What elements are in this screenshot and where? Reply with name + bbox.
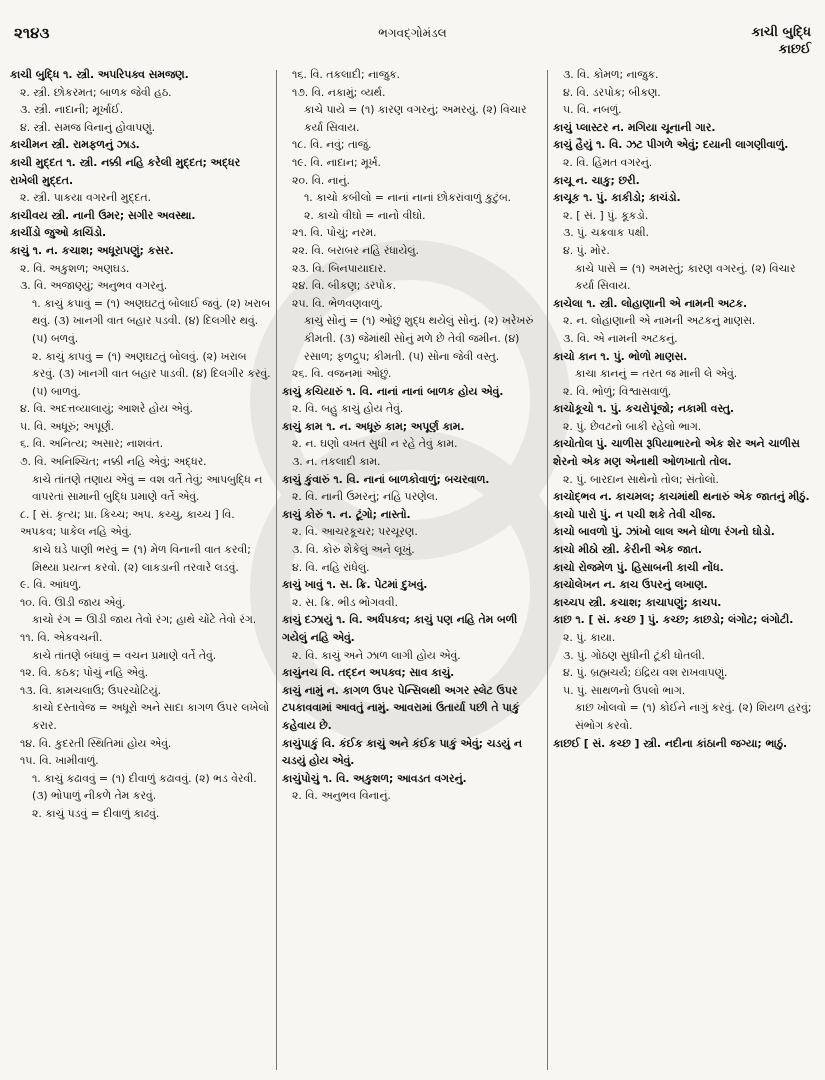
headword-entry: કાચીંડો જુઓ કાચિંડો. bbox=[10, 226, 107, 240]
sense-line: ૪. પું. બ્રહ્મચર્ય; ઇંદ્રિય વશ રાખવાપણું. bbox=[563, 666, 728, 680]
headword-entry: કાચું ૧. ન. કચાશ; અધૂરાપણું; કસર. bbox=[10, 243, 174, 257]
example-line: કાચા કાનનું = તરત જ માની લે એવું. bbox=[575, 367, 738, 381]
sense-line: ૩. પું. ચક્રવાક પક્ષી. bbox=[563, 226, 649, 240]
sense-line: ૧૬. વિ. તકલાદી; નાજુક. bbox=[292, 68, 400, 81]
sense-line: ૨૪. વિ. બીકણ; ડરપોક. bbox=[292, 279, 397, 293]
headword-entry: કાચુંપાકું વિ. કંઈક કાચું અને કંઈક પાકું એવું; ચડયું ન ચડયું હોય એવું. bbox=[282, 736, 522, 768]
headword-entry: કાચું કુંવારું ૧. વિ. નાનાં બાળકોવાળું; બચરવાળ. bbox=[282, 472, 490, 486]
sense-line: ૩. સ્ત્રી. નાદાની; મૂર્ખાઈ. bbox=[20, 103, 124, 117]
guide-words bbox=[752, 24, 811, 58]
example-line: કાચે પાસે = (૧) અમસ્તું; કારણ વગરનું. (૨) વિચાર કર્યા સિવાય. bbox=[575, 261, 796, 293]
sense-line: ૨૩. વિ. બિનપાયાદાર. bbox=[292, 261, 387, 275]
headword-entry: કાચીવય સ્ત્રી. નાની ઉમર; સગીર અવસ્થા. bbox=[10, 208, 196, 222]
example-line: કાચો દસ્તાવેજ = અધૂરો અને સાદા કાગળ ઉપર લખેલો કરાર. bbox=[32, 701, 270, 732]
sense-line: ૨૦. વિ. નાનું. bbox=[292, 173, 350, 187]
sense-line: ૨૧. વિ. પોચું; નરમ. bbox=[292, 226, 377, 240]
headword-entry: કાચું હૈયું ૧. વિ. ઝટ પીગળે એવું; દયાની લાગણીવાળું. bbox=[553, 138, 789, 152]
guide-word-first: કાચી બુદ્ધિ bbox=[751, 25, 811, 40]
entry-columns bbox=[10, 66, 815, 1072]
page-number: ૨૧૪૩ bbox=[14, 24, 50, 42]
sense-line: ૨. સ. ક્રિ. ભીડ ભોગવવી. bbox=[292, 595, 399, 609]
headword-entry: કાછઈ [ સં. કચ્છ ] સ્ત્રી. નદીના કાંઠાની જગ્યા; ભાઠું. bbox=[553, 736, 788, 750]
headword-entry: કાચું કોરું ૧. ન. ટૂંગો; નાસ્તો. bbox=[282, 507, 411, 521]
headword-entry: કાચું ખાવું ૧. સ. ક્રિ. પેટમાં દુખવું. bbox=[282, 578, 428, 592]
sense-line: ૫. પું. સાથળનો ઉપલો ભાગ. bbox=[563, 683, 686, 697]
sense-line: ૨. ન. લોહાણાની એ નામની અટકનું માણસ. bbox=[563, 314, 756, 328]
sense-line: ૩. વિ. કોરું શેકેલું અને લૂખું. bbox=[292, 543, 415, 557]
headword-entry: કાચો પારો પું. ન પચી શકે તેવી ચીજ. bbox=[553, 507, 716, 521]
sense-line: ૨. વિ. નાની ઉમરનું; નહિ પરણેલ. bbox=[292, 490, 439, 504]
headword-entry: કાચુંપોચું ૧. વિ. અકુશળ; આવડત વગરનું. bbox=[282, 771, 467, 785]
sense-line: ૪. વિ. ડરપોક; બીકણ. bbox=[563, 85, 661, 99]
example-line: ૨. કાચો વીઘો = નાનો વીઘો. bbox=[304, 208, 426, 222]
sense-line: ૩. વિ. કોમળ; નાજુક. bbox=[563, 68, 659, 81]
example-line: ૨. કાચું કાપવું = (૧) અણઘટતું બોલવું. (૨) ખરાબ કરવું. (૩) ખાનગી વાત બહાર પાડવી. (૪) દિલગીર કરવું. (૫) બાળવું. bbox=[32, 349, 271, 398]
headword-entry: કાચો બાવળો પું. ઝાંખો લાલ અને ધોળા રંગનો ઘોડો. bbox=[553, 525, 775, 539]
sense-line: ૩. વિ. એ નામની અટકનું. bbox=[563, 331, 678, 345]
sense-line: ૯. વિ. આંધળું. bbox=[20, 578, 82, 592]
sense-line: ૨. સ્ત્રી. છોકરમત; બાળક જેવી હઠ. bbox=[20, 85, 172, 99]
sense-line: ૨. વિ. અકુશળ; અણઘડ. bbox=[20, 261, 130, 275]
headword-entry: કાચુંનચ વિ. તદ્દન અપક્વ; સાવ કાચું. bbox=[282, 666, 455, 680]
sense-line: ૨. સ્ત્રી. પાકયા વગરની મુદ્દત. bbox=[20, 191, 152, 205]
example-line: કાચે પાયે = (૧) કારણ વગરનું; અમરયું. (૨) વિચાર કર્યા સિવાય. bbox=[304, 103, 527, 134]
headword-entry: કાચોદ્ભવ ન. કાચમલ; કાચમાંથી થનારું એક જાતનું મીઠું. bbox=[553, 490, 810, 504]
headword-entry: કાચો મીઠો સ્ત્રી. કેરીની એક જાત. bbox=[553, 543, 702, 557]
sense-line: ૬. વિ. અનિત્ય; અસાર; નાશવંત. bbox=[20, 437, 164, 451]
headword-entry: કાચું દઝાયું ૧. વિ. અર્ધપકવ; કાચું પણ નહિ તેમ બળી ગયેલું નહિ એવું. bbox=[282, 613, 518, 644]
sense-line: ૮. [ સં. કૃત્ય; પ્રા. કિચ્ચ; અપ. કચ્ચુ, કાચ્ચ ] વિ. અપકવ; પાકેલ નહિ એવું. bbox=[20, 507, 235, 539]
sense-line: ૪. સ્ત્રી. સમજ વિનાનું હોવાપણું. bbox=[20, 120, 156, 134]
headword-entry: કાચો કાન ૧. પું. ભોળો માણસ. bbox=[553, 349, 688, 363]
example-line: કાચે તાંતણે બંધાવું = વચન પ્રમાણે વર્તે તેવું. bbox=[32, 648, 217, 662]
guide-word-last: કાછઈ bbox=[778, 42, 811, 57]
sense-line: ૨. વિ. કાચું અને ઝાળ લાગી હોય એવું. bbox=[292, 648, 461, 662]
example-line: ૧. કાચું કઢાવવું = (૧) દીવાળું કઢાવવું. (૨) ભડ વેરવી. (૩) ભોપાળું નીકળે તેમ કરવું. bbox=[32, 771, 257, 803]
sense-line: ૨. વિ. હિંમત વગરનું. bbox=[563, 155, 653, 169]
example-line: ૧. કાચો કબીલો = નાનાં નાનાં છોકરાંવાળું કુટુંબ. bbox=[304, 191, 512, 205]
headword-entry: કાચું કામ ૧. ન. અધૂરું કામ; અપૂર્ણ કામ. bbox=[282, 419, 465, 433]
page-title: ભગવદ્ગોમંડલ bbox=[378, 26, 447, 40]
headword-entry: કાચૂ ન. ચાકુ; છરી. bbox=[553, 173, 640, 187]
headword-entry: કાચું નામું ન. કાગળ ઉપર પેન્સિલથી અગર સ્લેટ ઉપર ટપકાવવામાં આવતું નામું. આવરામાં ઉતાર્યા પછી તે પાકું કહેવાય છે. bbox=[282, 683, 520, 732]
sense-line: ૪. વિ. અદત્તવ્યાલાયું; આશરે હોય એવું. bbox=[20, 402, 193, 416]
sense-line: ૧૪. વિ. કુદરતી સ્થિતિમાં હોય એવું. bbox=[20, 736, 172, 750]
headword-entry: કાચ્ચપ સ્ત્રી. કચાશ; કાચાપણું; કાચપ. bbox=[553, 595, 722, 609]
sense-line: ૩. વિ. અજાણ્યું; અનુભવ વગરનું. bbox=[20, 279, 168, 293]
sense-line: ૨. વિ. અનુભવ વિનાનું. bbox=[292, 789, 391, 803]
sense-line: ૧૧. વિ. એકવચની. bbox=[20, 631, 103, 644]
sense-line: ૪. વિ. નહિ રાંધેલું. bbox=[292, 560, 370, 574]
sense-line: ૧૫. વિ. ખામીવાળું. bbox=[20, 754, 99, 768]
sense-line: ૩. પું. ગોઠણ સુધીની ટૂંકી ધોતલી. bbox=[563, 648, 705, 662]
sense-line: ૧૮. વિ. નવું; તાજું. bbox=[292, 138, 372, 152]
sense-line: ૫. વિ. નબળું. bbox=[563, 103, 622, 117]
sense-line: ૨૫. વિ. ભેળવણવાળું. bbox=[292, 296, 383, 310]
headword-entry: કાચૂક ૧. પું. કાકીડો; કાચંડો. bbox=[553, 191, 681, 205]
sense-line: ૨. ન. ઘણો વખત સુધી ન રહે તેવું કામ. bbox=[292, 437, 458, 451]
example-line: ૧. કાચું કપાવું = (૧) અણઘટતું બોલાઈ જવું. (૨) ખરાબ થવું. (૩) ખાનગી વાત બહાર પડવી. (૪) દિલગીર થવું. (૫) બળવું. bbox=[32, 296, 270, 345]
sense-line: ૪. પું. મોર. bbox=[563, 243, 610, 257]
example-line: ૨. કાચું પડવું = દીવાળું કાઢવું. bbox=[32, 806, 160, 820]
sense-line: ૧૦. વિ. ઊડી જાય એવું. bbox=[20, 595, 126, 609]
headword-entry: કાછ ૧. [ સં. કચ્છ ] પું. કચ્છ; કાછડો; લંગોટ; લંગોટી. bbox=[553, 613, 794, 627]
column-3 bbox=[553, 66, 815, 1072]
headword-entry: કાચી બુદ્ધિ ૧. સ્ત્રી. અપરિપક્વ સમજણ. bbox=[10, 68, 189, 81]
sense-line: ૧૯. વિ. નાદાન; મૂર્ખ. bbox=[292, 155, 381, 169]
headword-entry: કાચી મુદ્દત ૧. સ્ત્રી. નક્કી નહિ કરેલી મુદ્દત; અદ્ધર રાખેલી મુદ્દત. bbox=[10, 155, 241, 187]
example-line: કાચો રંગ = ઊડી જાય તેવો રંગ; હાથે ચોંટે તેવો રંગ. bbox=[32, 613, 257, 627]
example-line: કાછ ખોલવો = (૧) કોઈને નાગું કરવું. (૨) શિયળ હરવું; સંભોગ કરવો. bbox=[575, 701, 812, 732]
sense-line: ૨૨. વિ. બરાબર નહિ રંધાયેલું. bbox=[292, 243, 419, 257]
sense-line: ૨. પું. બારદાન સાથેનો તોલ; સંતોલો. bbox=[563, 472, 719, 486]
example-line: કાચે તાંતણે તણાય એવું = વશ વર્તે તેવું; આપબુદ્ધિ ન વાપરતાં સામાની બુદ્ધિ પ્રમાણે વર્તે એવું. bbox=[32, 472, 263, 504]
sense-line: ૨. વિ. બહુ કાચું હોય તેવું. bbox=[292, 402, 404, 416]
sense-line: ૧૨. વિ. કઠક; પોચું નહિ એવું. bbox=[20, 666, 149, 680]
sense-line: ૨૬. વિ. વજનમાં ઓછું. bbox=[292, 367, 392, 381]
example-line: કાચે ઘડે પાણી ભરવું = (૧) મેળ વિનાની વાત કરવી; મિથ્યા પ્રયત્ન કરવો. (૨) લાકડાની તરવારે લડવું. bbox=[32, 543, 251, 574]
sense-line: ૧૭. વિ. નકામું; વ્યર્થ. bbox=[292, 85, 386, 99]
headword-entry: કાચોલેખન ન. કાચ ઉપરનું લખાણ. bbox=[553, 578, 708, 592]
sense-line: ૩. ન. તકલાદી કામ. bbox=[292, 455, 381, 469]
sense-line: ૨. પું. છેવટનો બાકી રહેલો ભાગ. bbox=[563, 419, 702, 433]
column-2 bbox=[282, 66, 544, 1072]
sense-line: ૨. વિ. આચરકૂચર; પરચૂરણ. bbox=[292, 525, 418, 539]
headword-entry: કાચેલા ૧. સ્ત્રી. લોહાણાની એ નામની અટક. bbox=[553, 296, 748, 310]
headword-entry: કાચોતોલ પું. ચાળીસ રૂપિયાભારનો એક શેર અને ચાળીસ શેરનો એક મણ એનાથી ઓળખાતો તોલ. bbox=[553, 437, 800, 469]
sense-line: ૨. [ સં. ] પું. કૂકડો. bbox=[563, 208, 649, 222]
headword-entry: કાચીમન સ્ત્રી. રામફળનું ઝાડ. bbox=[10, 138, 140, 152]
headword-entry: કાચોકૂચો ૧. પું. કચરોપૂંજો; નકામી વસ્તુ. bbox=[553, 402, 734, 416]
sense-line: ૫. વિ. અધૂરું; અપૂર્ણ. bbox=[20, 419, 115, 433]
sense-line: ૭. વિ. અનિશ્ચિત; નક્કી નહિ એવું; અદ્ધર. bbox=[20, 455, 207, 469]
headword-entry: કાચું પ્લાસ્ટર ન. મગિયા ચૂનાની ગાર. bbox=[553, 120, 716, 134]
page-header bbox=[14, 20, 811, 64]
example-line: કાચું સોનું = (૧) ઓછું શુદ્ધ થયેલું સોનું. (૨) ખરેખરું કીમતી. (૩) જેમાંથી સોનું મળે છે તેવી જમીન. (૪) રસાળ; ફળદ્રુપ; કીમતી. (૫) સોના જેવી વસ્તુ. bbox=[304, 314, 534, 363]
sense-line: ૨. વિ. ભોળું; વિશ્વાસવાળું. bbox=[563, 384, 672, 398]
headword-entry: કાચો રોજમેળ પું. હિસાબની કાચી નોંધ. bbox=[553, 560, 724, 574]
sense-line: ૧૩. વિ. કામચલાઉ; ઉપરચોટિયું. bbox=[20, 683, 162, 697]
column-1 bbox=[10, 66, 272, 1072]
sense-line: ૨. પું. કાયા. bbox=[563, 631, 616, 644]
headword-entry: કાચું કચિયારું ૧. વિ. નાનાં નાનાં બાળક હોય એવું. bbox=[282, 384, 504, 398]
